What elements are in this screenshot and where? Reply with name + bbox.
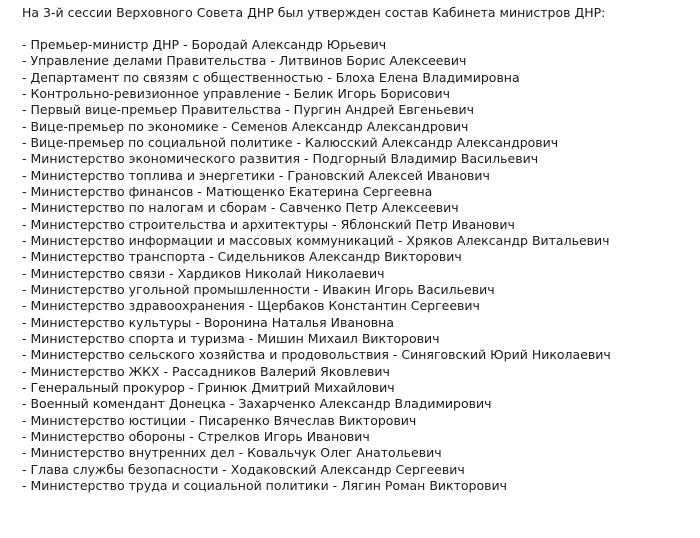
list-item: - Министерство экономического развития - Подгорный Владимир Васильевич	[22, 151, 539, 167]
list-item: - Премьер-министр ДНР - Бородай Александр Юрьевич	[22, 37, 387, 52]
list-item: - Вице-премьер по социальной политике - Калюсский Александр Александрович	[22, 134, 559, 150]
list-item: - Министерство труда и социальной политики - Лягин Роман Викторович	[22, 477, 507, 493]
list-item: - Министерство финансов - Матющенко Екатерина Сергеевна	[22, 183, 433, 199]
list-item: - Министерство строительства и архитектуры - Яблонский Петр Иванович	[22, 216, 515, 232]
list-item: - Глава службы безопасности - Ходаковский Александр Сергеевич	[22, 461, 465, 477]
list-item: - Министерство связи - Хардиков Николай Николаевич	[22, 265, 385, 281]
list-item: - Министерство культуры - Воронина Наталья Ивановна	[22, 314, 395, 330]
list-item: - Вице-премьер по экономике - Семенов Александр Александрович	[22, 118, 469, 134]
list-item: - Управление делами Правительства - Литвинов Борис Алексеевич	[22, 53, 467, 69]
list-item: - Военный комендант Донецка - Захарченко Александр Владимирович	[22, 396, 492, 412]
list-item: - Министерство по налогам и сборам - Савченко Петр Алексеевич	[22, 200, 459, 216]
list-item: - Контрольно-ревизионное управление - Белик Игорь Борисович	[22, 85, 450, 101]
list-item: - Министерство юстиции - Писаренко Вячеслав Викторович	[22, 412, 417, 428]
cabinet-list	[22, 37, 692, 494]
list-item: - Министерство обороны - Стрелков Игорь Иванович	[22, 428, 370, 444]
list-item: - Департамент по связям с общественностью - Блоха Елена Владимировна	[22, 69, 520, 85]
list-item: - Генеральный прокурор - Гринюк Дмитрий Михайлович	[22, 379, 395, 395]
list-item: - Министерство топлива и энергетики - Грановский Алексей Иванович	[22, 167, 490, 183]
list-item: - Министерство внутренних дел - Ковальчук Олег Анатольевич	[22, 445, 442, 461]
list-item: - Министерство транспорта - Сидельников Александр Викторович	[22, 249, 462, 265]
list-item: - Министерство угольной промышленности - Ивакин Игорь Васильевич	[22, 281, 495, 297]
intro-paragraph: На 3-й сессии Верховного Совета ДНР был утвержден состав Кабинета министров ДНР:	[22, 5, 606, 20]
list-item: - Министерство здравоохранения - Щербаков Константин Сергеевич	[22, 298, 480, 314]
list-item: - Министерство сельского хозяйства и продовольствия - Синяговский Юрий Николаевич	[22, 347, 611, 363]
document-body	[22, 5, 692, 494]
list-item: - Первый вице-премьер Правительства - Пургин Андрей Евгеньевич	[22, 102, 474, 118]
list-item: - Министерство ЖКХ - Рассадников Валерий Яковлевич	[22, 363, 390, 379]
list-item: - Министерство спорта и туризма - Мишин Михаил Викторович	[22, 330, 440, 346]
list-item: - Министерство информации и массовых коммуникаций - Хряков Александр Витальевич	[22, 232, 610, 248]
